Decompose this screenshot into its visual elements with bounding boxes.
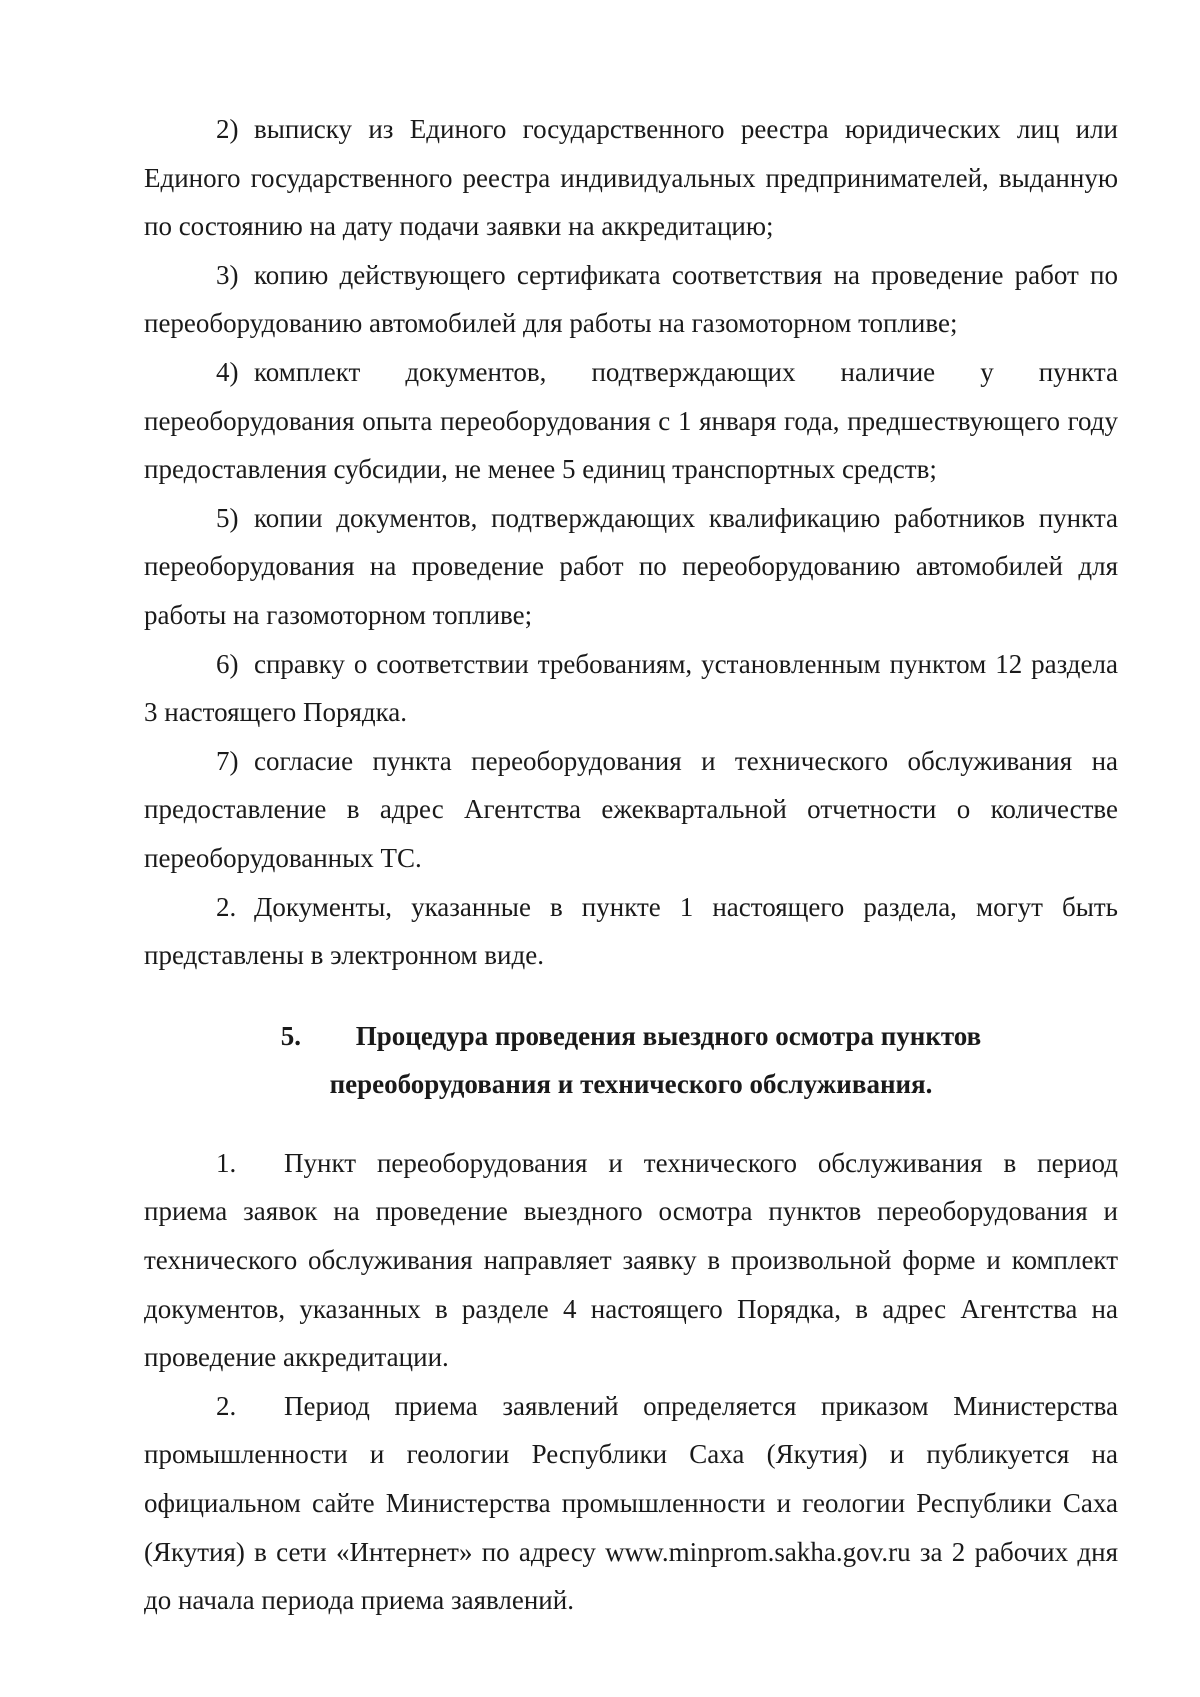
item-number: 2) — [216, 114, 239, 144]
item-text: Документы, указанные в пункте 1 настоящего раздела, могут быть представлены в электронном виде. — [144, 891, 1118, 971]
list-item — [144, 1382, 1118, 1625]
item-text: справку о соответствии требованиям, установленным пунктом 12 раздела 3 настоящего Порядка. — [144, 648, 1118, 728]
list-item — [144, 494, 1118, 640]
item-number: 5) — [216, 502, 239, 533]
section-heading — [144, 1012, 1118, 1109]
item-text: выписку из Единого государственного реестра юридических лиц или Единого государственного реестра индивидуальных предпринимателей, выданную по состоянию на дату подачи заявки на аккредитацию; — [144, 114, 1118, 242]
item-text: комплект документов, подтверждающих наличие у пункта переоборудования опыта переоборудования с 1 января года, предшествующего году предоставления субсидии, не менее 5 единиц транспортных средств; — [144, 356, 1118, 485]
list-item — [144, 251, 1118, 348]
item-number: 7) — [216, 745, 239, 776]
item-number: 2. — [216, 1390, 237, 1421]
section-heading-line-2: переоборудования и технического обслуживания. — [329, 1069, 933, 1100]
item-number: 6) — [216, 648, 239, 679]
item-text: согласие пункта переоборудования и технического обслуживания на предоставление в адрес Агентства ежеквартальной отчетности о количестве переоборудованных ТС. — [144, 745, 1118, 873]
item-text: копию действующего сертификата соответствия на проведение работ по переоборудованию автомобилей для работы на газомоторном топливе; — [144, 259, 1118, 339]
section-heading-line-1 — [144, 1012, 1118, 1061]
list-item — [144, 1139, 1118, 1382]
list-item — [144, 348, 1118, 494]
item-text: Пункт переоборудования и технического обслуживания в период приема заявок на проведение выездного осмотра пунктов переоборудования и технического обслуживания направляет заявку в произвольной форме и комплект документов, указанных в разделе 4 настоящего Порядка, в адрес Агентства на проведение аккредитации. — [144, 1147, 1118, 1373]
list-item — [144, 105, 1118, 251]
item-text: Период приема заявлений определяется приказом Министерства промышленности и геологии Республики Саха (Якутия) и публикуется на официальном сайте Министерства промышленности и геологии Республики Саха (Якутия) в сети «Интернет» по адресу www.minprom.sakha.gov.ru за 2 рабочих дня до начала периода приема заявлений. — [144, 1390, 1118, 1616]
item-number: 4) — [216, 356, 239, 387]
item-number: 1. — [216, 1147, 237, 1178]
list-item — [144, 640, 1118, 737]
section-number: 5. — [280, 1020, 302, 1051]
item-number: 2. — [216, 891, 237, 922]
section-title: Процедура проведения выездного осмотра пунктов — [355, 1020, 982, 1051]
list-item — [144, 737, 1118, 883]
item-number: 3) — [216, 259, 239, 290]
item-text: копии документов, подтверждающих квалификацию работников пункта переоборудования на проведение работ по переоборудованию автомобилей для работы на газомоторном топливе; — [144, 502, 1118, 630]
document-page — [144, 105, 1118, 1625]
list-item — [144, 883, 1118, 980]
